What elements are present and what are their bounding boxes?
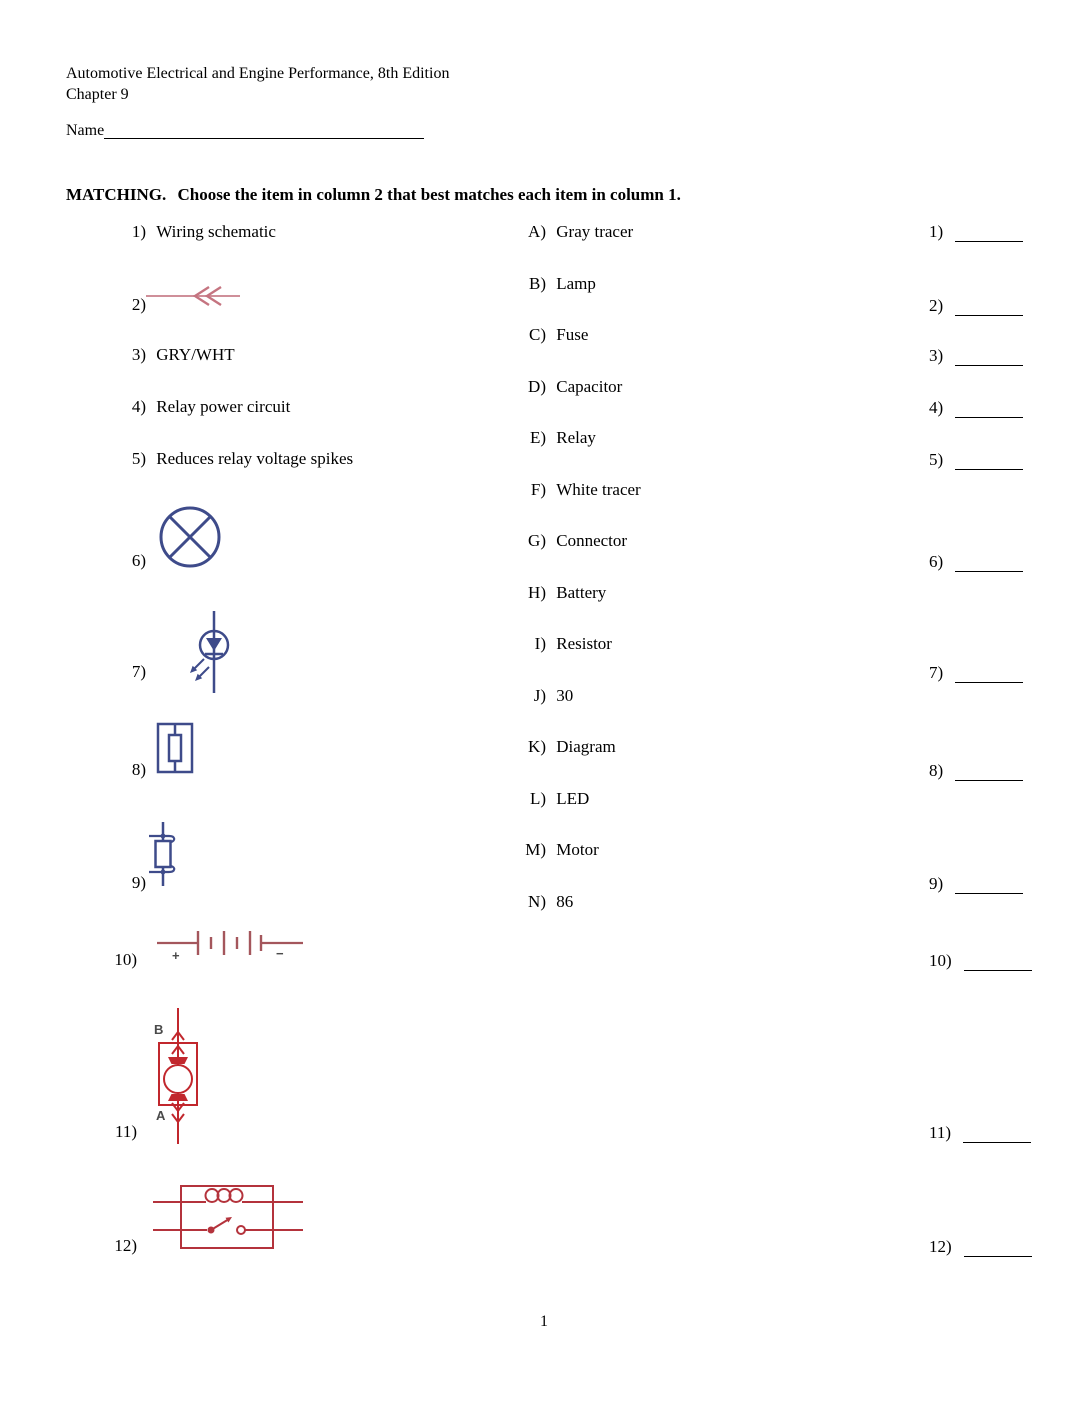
answer-row-2 xyxy=(929,296,1023,316)
col1-item-2 xyxy=(104,295,146,315)
item-text: GRY/WHT xyxy=(156,345,235,364)
answer-row-6 xyxy=(929,552,1023,572)
answer-number: 7) xyxy=(929,663,944,682)
motor-terminal-b-label: B xyxy=(154,1022,164,1037)
answer-blank-line xyxy=(955,365,1023,366)
answer-blank-line xyxy=(955,893,1023,894)
item-text: Reduces relay voltage spikes xyxy=(156,449,354,468)
col2-item-l xyxy=(500,789,589,809)
item-number: 11) xyxy=(114,1122,137,1141)
answer-number: 9) xyxy=(929,874,944,893)
answer-row-10 xyxy=(929,951,1032,971)
col1-item-5 xyxy=(104,449,353,469)
item-number: 2) xyxy=(131,295,146,314)
name-blank-line xyxy=(104,138,424,139)
item-number: 6) xyxy=(131,551,146,570)
item-text: 86 xyxy=(556,892,574,911)
document-header xyxy=(66,63,449,105)
item-number: 10) xyxy=(114,950,137,969)
col1-item-8 xyxy=(104,760,146,780)
page-number: 1 xyxy=(540,1313,548,1330)
answer-row-3 xyxy=(929,346,1023,366)
document-title: Automotive Electrical and Engine Performance, 8th Edition xyxy=(66,65,450,82)
col1-item-7 xyxy=(104,662,146,682)
item-text: Motor xyxy=(556,840,599,859)
item-letter: A) xyxy=(528,222,546,241)
col1-item-3 xyxy=(104,345,235,365)
col2-item-j xyxy=(500,686,573,706)
col1-item-1 xyxy=(104,222,276,242)
relay-symbol xyxy=(153,1182,303,1252)
item-text: White tracer xyxy=(556,480,641,499)
answer-blank-line xyxy=(955,241,1023,242)
answer-blank-line xyxy=(955,780,1023,781)
col1-item-11 xyxy=(95,1122,137,1142)
motor-terminal-a-label: A xyxy=(156,1108,166,1123)
col2-item-g xyxy=(500,531,627,551)
col1-item-10 xyxy=(95,950,137,970)
item-text: Diagram xyxy=(556,737,616,756)
item-letter: F) xyxy=(530,480,546,499)
item-text: Relay xyxy=(556,428,596,447)
answer-row-4 xyxy=(929,398,1023,418)
answer-number: 10) xyxy=(929,951,952,970)
answer-number: 12) xyxy=(929,1237,952,1256)
col1-item-4 xyxy=(104,397,290,417)
col2-item-h xyxy=(500,583,606,603)
answer-blank-line xyxy=(964,1256,1032,1257)
item-letter: E) xyxy=(529,428,546,447)
name-row xyxy=(66,122,424,140)
item-text: LED xyxy=(556,789,590,808)
col1-item-9 xyxy=(104,873,146,893)
item-letter: N) xyxy=(528,892,546,911)
item-text: 30 xyxy=(556,686,574,705)
answer-number: 8) xyxy=(929,761,944,780)
answer-number: 11) xyxy=(929,1123,952,1142)
answer-blank-line xyxy=(955,469,1023,470)
answer-row-12 xyxy=(929,1237,1032,1257)
col2-item-n xyxy=(500,892,573,912)
col2-item-d xyxy=(500,377,622,397)
document-chapter: Chapter 9 xyxy=(66,86,129,103)
item-number: 12) xyxy=(114,1236,137,1255)
item-text: Capacitor xyxy=(556,377,623,396)
item-letter: C) xyxy=(529,325,546,344)
name-label: Name xyxy=(66,122,105,139)
item-text: Lamp xyxy=(556,274,596,293)
item-text: Gray tracer xyxy=(556,222,634,241)
item-letter: D) xyxy=(528,377,546,396)
answer-number: 2) xyxy=(929,296,944,315)
col2-item-f xyxy=(500,480,641,500)
col2-item-a xyxy=(500,222,633,242)
answer-row-7 xyxy=(929,663,1023,683)
answer-blank-line xyxy=(955,417,1023,418)
item-number: 4) xyxy=(131,397,146,416)
item-number: 7) xyxy=(131,662,146,681)
col2-item-e xyxy=(500,428,596,448)
item-letter: I) xyxy=(534,634,546,653)
answer-blank-line xyxy=(964,970,1032,971)
answer-row-1 xyxy=(929,222,1023,242)
answer-blank-line xyxy=(955,682,1023,683)
item-letter: B) xyxy=(529,274,546,293)
answer-number: 5) xyxy=(929,450,944,469)
item-letter: L) xyxy=(529,789,546,808)
col2-item-k xyxy=(500,737,616,757)
col1-item-12 xyxy=(95,1236,137,1256)
col1-item-6 xyxy=(104,551,146,571)
answer-number: 3) xyxy=(929,346,944,365)
item-number: 3) xyxy=(131,345,146,364)
item-number: 5) xyxy=(131,449,146,468)
item-letter: H) xyxy=(528,583,546,602)
answer-blank-line xyxy=(955,571,1023,572)
item-number: 1) xyxy=(131,222,146,241)
matching-heading xyxy=(66,185,681,205)
item-letter: G) xyxy=(528,531,546,550)
answer-number: 4) xyxy=(929,398,944,417)
item-text: Wiring schematic xyxy=(156,222,276,241)
connector-symbol xyxy=(146,283,256,309)
fuse-symbol xyxy=(146,822,182,886)
item-text: Connector xyxy=(556,531,628,550)
resistor-symbol xyxy=(156,722,194,774)
answer-row-8 xyxy=(929,761,1023,781)
item-letter: K) xyxy=(528,737,546,756)
item-letter: M) xyxy=(525,840,546,859)
item-number: 9) xyxy=(131,873,146,892)
led-symbol xyxy=(180,611,250,696)
heading-word: MATCHING. xyxy=(66,185,167,204)
answer-row-11 xyxy=(929,1123,1031,1143)
item-text: Resistor xyxy=(556,634,612,653)
item-number: 8) xyxy=(131,760,146,779)
item-text: Battery xyxy=(556,583,607,602)
item-text: Relay power circuit xyxy=(156,397,291,416)
heading-text: Choose the item in column 2 that best matches each item in column 1. xyxy=(177,185,681,204)
answer-blank-line xyxy=(963,1142,1031,1143)
item-letter: J) xyxy=(533,686,546,705)
col2-item-i xyxy=(500,634,612,654)
item-text: Fuse xyxy=(556,325,589,344)
battery-plus-label: + xyxy=(172,948,180,963)
col2-item-b xyxy=(500,274,596,294)
answer-blank-line xyxy=(955,315,1023,316)
col2-item-m xyxy=(500,840,599,860)
answer-row-9 xyxy=(929,874,1023,894)
battery-minus-label: − xyxy=(276,946,284,961)
col2-item-c xyxy=(500,325,588,345)
answer-number: 1) xyxy=(929,222,944,241)
answer-number: 6) xyxy=(929,552,944,571)
lamp-symbol xyxy=(157,504,223,570)
answer-row-5 xyxy=(929,450,1023,470)
